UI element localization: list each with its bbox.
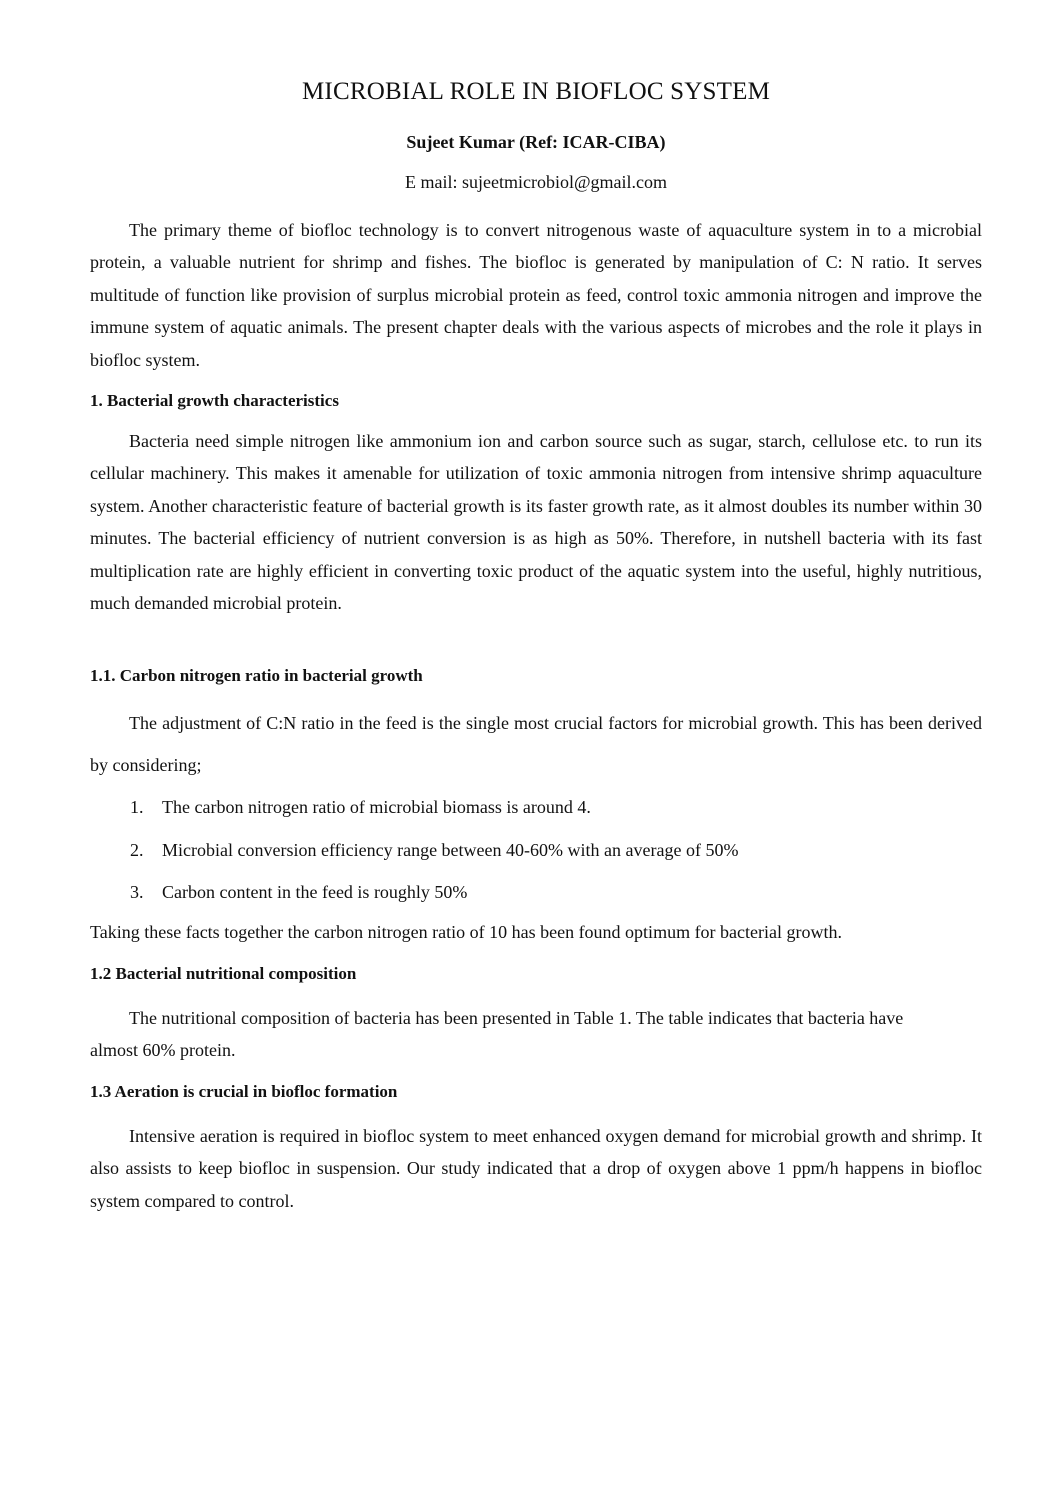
cn-ratio-list [130, 786, 738, 914]
section-1-1-paragraph: The adjustment of C:N ratio in the feed is the single most crucial factors for microbial growth. This has been derived by considering; [90, 713, 982, 775]
list-item: 1. The carbon nitrogen ratio of microbial biomass is around 4. [130, 797, 591, 817]
author-line: Sujeet Kumar (Ref: ICAR-CIBA) [406, 132, 666, 152]
section-1-paragraph: Bacteria need simple nitrogen like ammonium ion and carbon source such as sugar, starch, cellulose etc. to run its cellular machinery. This makes it amenable for utilization of toxic ammonia nitrogen from intensive shrimp aquaculture system. Another characteristic feature of bacterial growth is its faster growth rate, as it almost doubles its number within 30 minutes. The bacterial efficiency of nutrient conversion is as high as 50%. Therefore, in nutshell bacteria with its fast multiplication rate are highly efficient in converting toxic product of the aquatic system into the useful, highly nutritious, much demanded microbial protein. [90, 431, 982, 614]
document-title: MICROBIAL ROLE IN BIOFLOC SYSTEM [302, 78, 770, 105]
email-line: E mail: sujeetmicrobiol@gmail.com [404, 172, 668, 192]
list-item: 2. Microbial conversion efficiency range between 40-60% with an average of 50% [130, 839, 739, 860]
section-heading-1-3: 1.3 Aeration is crucial in biofloc formation [90, 1082, 398, 1101]
section-heading-1: 1. Bacterial growth characteristics [90, 391, 339, 410]
section-1-1-conclusion: Taking these facts together the carbon nitrogen ratio of 10 has been found optimum for bacterial growth. [90, 922, 843, 942]
list-item: 3. Carbon content in the feed is roughly 50% [130, 882, 468, 902]
section-heading-1-1: 1.1. Carbon nitrogen ratio in bacterial growth [90, 666, 423, 685]
section-1-3-paragraph: Intensive aeration is required in biofloc system to meet enhanced oxygen demand for microbial growth and shrimp. It also assists to keep biofloc in suspension. Our study indicated that a drop of oxygen above 1 ppm/h happens in biofloc system compared to control. [90, 1126, 982, 1211]
section-heading-1-2: 1.2 Bacterial nutritional composition [90, 964, 357, 983]
section-1-2-paragraph: The nutritional composition of bacteria has been presented in Table 1. The table indicates that bacteria have almost 60% protein. [90, 1008, 904, 1061]
intro-paragraph: The primary theme of biofloc technology is to convert nitrogenous waste of aquaculture system in to a microbial protein, a valuable nutrient for shrimp and fishes. The biofloc is generated by manipulation of C: N ratio. It serves multitude of function like provision of surplus microbial protein as feed, control toxic ammonia nitrogen and improve the immune system of aquatic animals. The present chapter deals with the various aspects of microbes and the role it plays in biofloc system. [90, 220, 982, 370]
